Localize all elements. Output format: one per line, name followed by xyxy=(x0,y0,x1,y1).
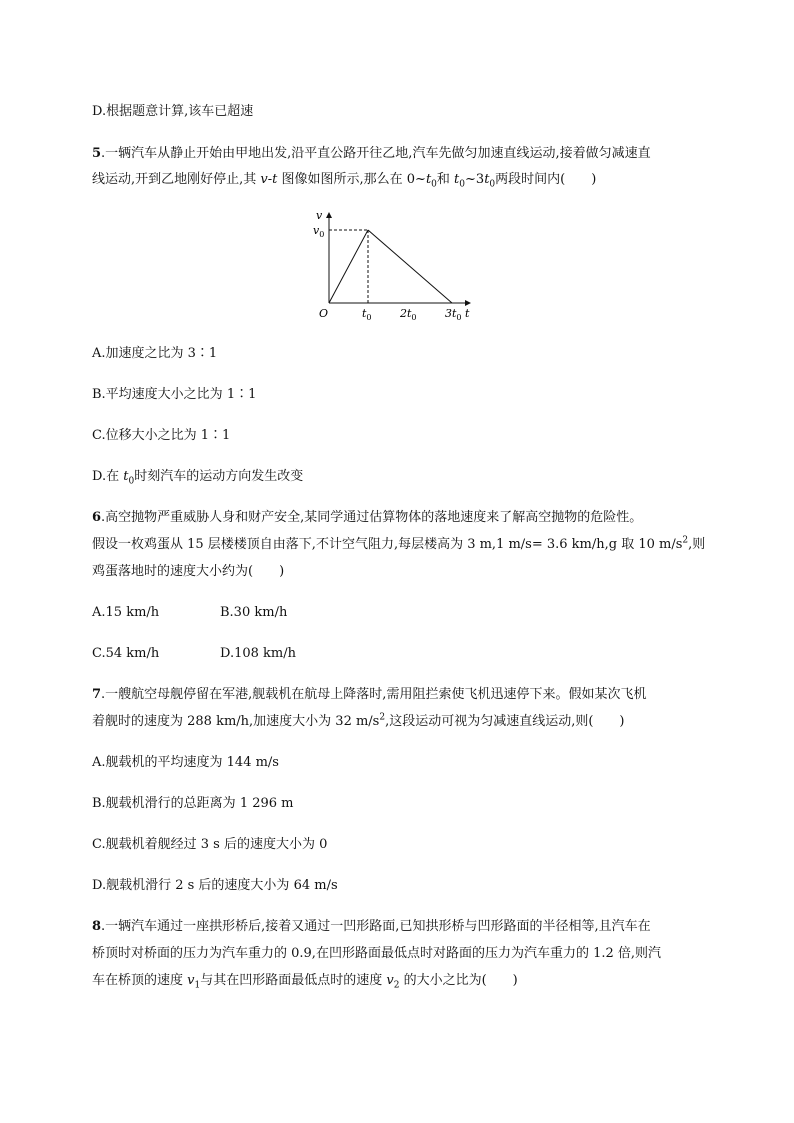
3t0-label: $3t_0$ xyxy=(445,307,462,322)
origin-label: O xyxy=(319,307,329,320)
q6-stem-line1: 6.高空抛物严重威胁人身和财产安全,某同学通过估算物体的落地速度来了解高空抛物的危险性。 xyxy=(92,510,643,525)
v0-label: $v_0$ xyxy=(313,224,325,239)
q6-option-c: C.54 km/h xyxy=(92,646,160,661)
t0-label: $t_0$ xyxy=(362,307,372,322)
q5-option-d: D.在 $t_0$时刻汽车的运动方向发生改变 xyxy=(92,469,304,487)
q8-stem-line1: 8.一辆汽车通过一座拱形桥后,接着又通过一凹形路面,已知拱形桥与凹形路面的半径相等,且汽车在 xyxy=(92,919,651,934)
q5-number: 5 xyxy=(92,146,102,161)
decel-segment xyxy=(368,230,452,303)
2t0-label: $2t_0$ xyxy=(400,307,417,322)
q8-stem-line2: 桥顶时对桥面的压力为汽车重力的 0.9,在凹形路面最低点时对路面的压力为汽车重力的 1.2 倍,则汽 xyxy=(92,946,662,961)
q6-option-a: A.15 km/h xyxy=(92,605,160,620)
q5-option-c: C.位移大小之比为 1∶1 xyxy=(92,428,231,443)
q4-option-d: D.根据题意计算,该车已超速 xyxy=(92,104,254,119)
q6-options-row1 xyxy=(92,604,392,622)
q5-stem-line1: 5.一辆汽车从静止开始由甲地出发,沿平直公路开往乙地,汽车先做匀加速直线运动,接着做匀减速直 xyxy=(92,146,651,161)
q7-option-a: A.舰载机的平均速度为 144 m/s xyxy=(92,755,279,770)
t-axis-label: t xyxy=(465,307,470,320)
q7-stem-line1: 7.一艘航空母舰停留在军港,舰载机在航母上降落时,需用阻拦索使飞机迅速停下来。假如某次飞机 xyxy=(92,687,647,702)
q6-option-b: B.30 km/h xyxy=(220,605,288,620)
q6-stem-line2: 假设一枚鸡蛋从 15 层楼楼顶自由落下,不计空气阻力,每层楼高为 3 m,1 m/s= 3.6 km/h,g 取 10 $m/s^2$,则 xyxy=(92,535,706,552)
q5-option-b: B.平均速度大小之比为 1∶1 xyxy=(92,387,257,402)
q6-number: 6 xyxy=(92,510,102,525)
q5-option-a: A.加速度之比为 3∶1 xyxy=(92,346,218,361)
q7-option-d: D.舰载机滑行 2 s 后的速度大小为 64 m/s xyxy=(92,878,338,893)
q8-number: 8 xyxy=(92,919,102,934)
v-axis-label: v xyxy=(316,209,323,222)
q6-option-d: D.108 km/h xyxy=(220,646,296,661)
q6-options-row2 xyxy=(92,645,392,663)
accel-segment xyxy=(329,230,368,303)
q7-stem-line2: 着舰时的速度为 288 km/h,加速度大小为 32 $m/s^2$,这段运动可视为匀减速直线运动,则( ) xyxy=(92,712,625,729)
q7-number: 7 xyxy=(92,687,102,702)
q5-stem-line2: 线运动,开到乙地刚好停止,其 v-t 图像如图所示,那么在 $0\sim t_0$和 $t_0\sim 3t_0$两段时间内( ) xyxy=(92,172,597,190)
q7-option-b: B.舰载机滑行的总距离为 1 296 m xyxy=(92,796,294,811)
q6-stem-line3: 鸡蛋落地时的速度大小约为( ) xyxy=(92,564,285,579)
vt-graph xyxy=(300,205,490,325)
q7-option-c: C.舰载机着舰经过 3 s 后的速度大小为 0 xyxy=(92,837,328,852)
q8-stem-line3: 车在桥顶的速度 $v_1$与其在凹形路面最低点时的速度 $v_2$ 的大小之比为( ) xyxy=(92,973,518,991)
